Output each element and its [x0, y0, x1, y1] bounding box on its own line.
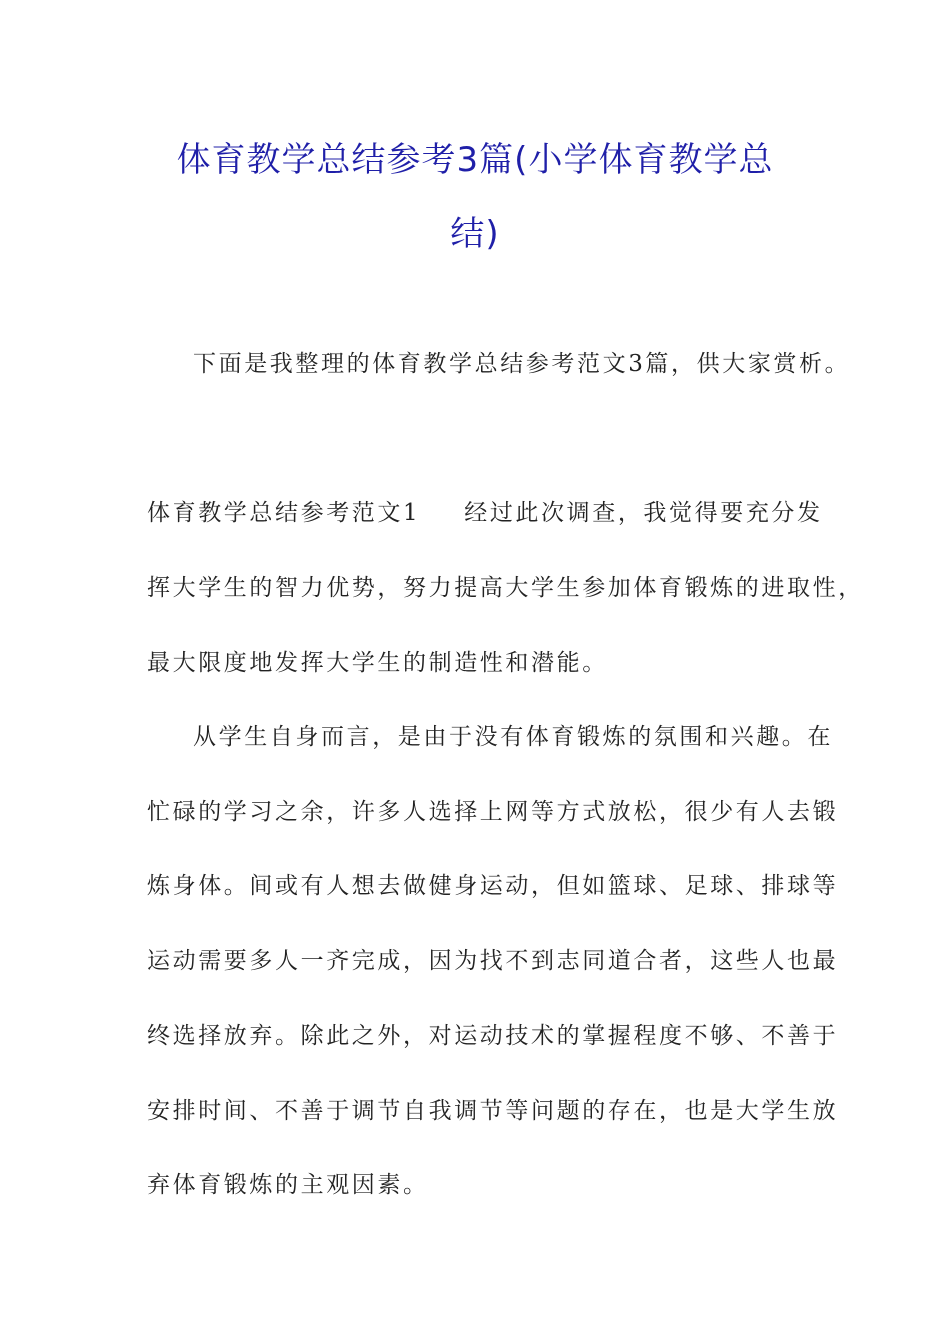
body-line: 终选择放弃。除此之外，对运动技术的掌握程度不够、不善于 — [147, 1023, 839, 1049]
body-line: 从学生自身而言，是由于没有体育锻炼的氛围和兴趣。在 — [193, 724, 833, 750]
body-line: 忙碌的学习之余，许多人选择上网等方式放松，很少有人去锻 — [147, 799, 839, 825]
body-line: 最大限度地发挥大学生的制造性和潜能。 — [147, 650, 608, 676]
document-title-line-2: 结) — [450, 214, 500, 254]
section-1-first-line — [147, 494, 823, 527]
body-line: 炼身体。间或有人想去做健身运动，但如篮球、足球、排球等 — [147, 873, 839, 899]
document-title-line-1: 体育教学总结参考3篇(小学体育教学总 — [176, 140, 774, 180]
section-1-heading: 体育教学总结参考范文1 — [147, 500, 421, 526]
body-line: 弃体育锻炼的主观因素。 — [147, 1172, 429, 1198]
body-line: 经过此次调查，我觉得要充分发 — [464, 500, 823, 526]
intro-paragraph: 下面是我整理的体育教学总结参考范文3篇，供大家赏析。 — [193, 351, 851, 377]
body-line: 运动需要多人一齐完成，因为找不到志同道合者，这些人也最 — [147, 948, 839, 974]
body-line: 挥大学生的智力优势，努力提高大学生参加体育锻炼的进取性， — [147, 575, 864, 601]
body-line: 安排时间、不善于调节自我调节等问题的存在，也是大学生放 — [147, 1098, 839, 1124]
